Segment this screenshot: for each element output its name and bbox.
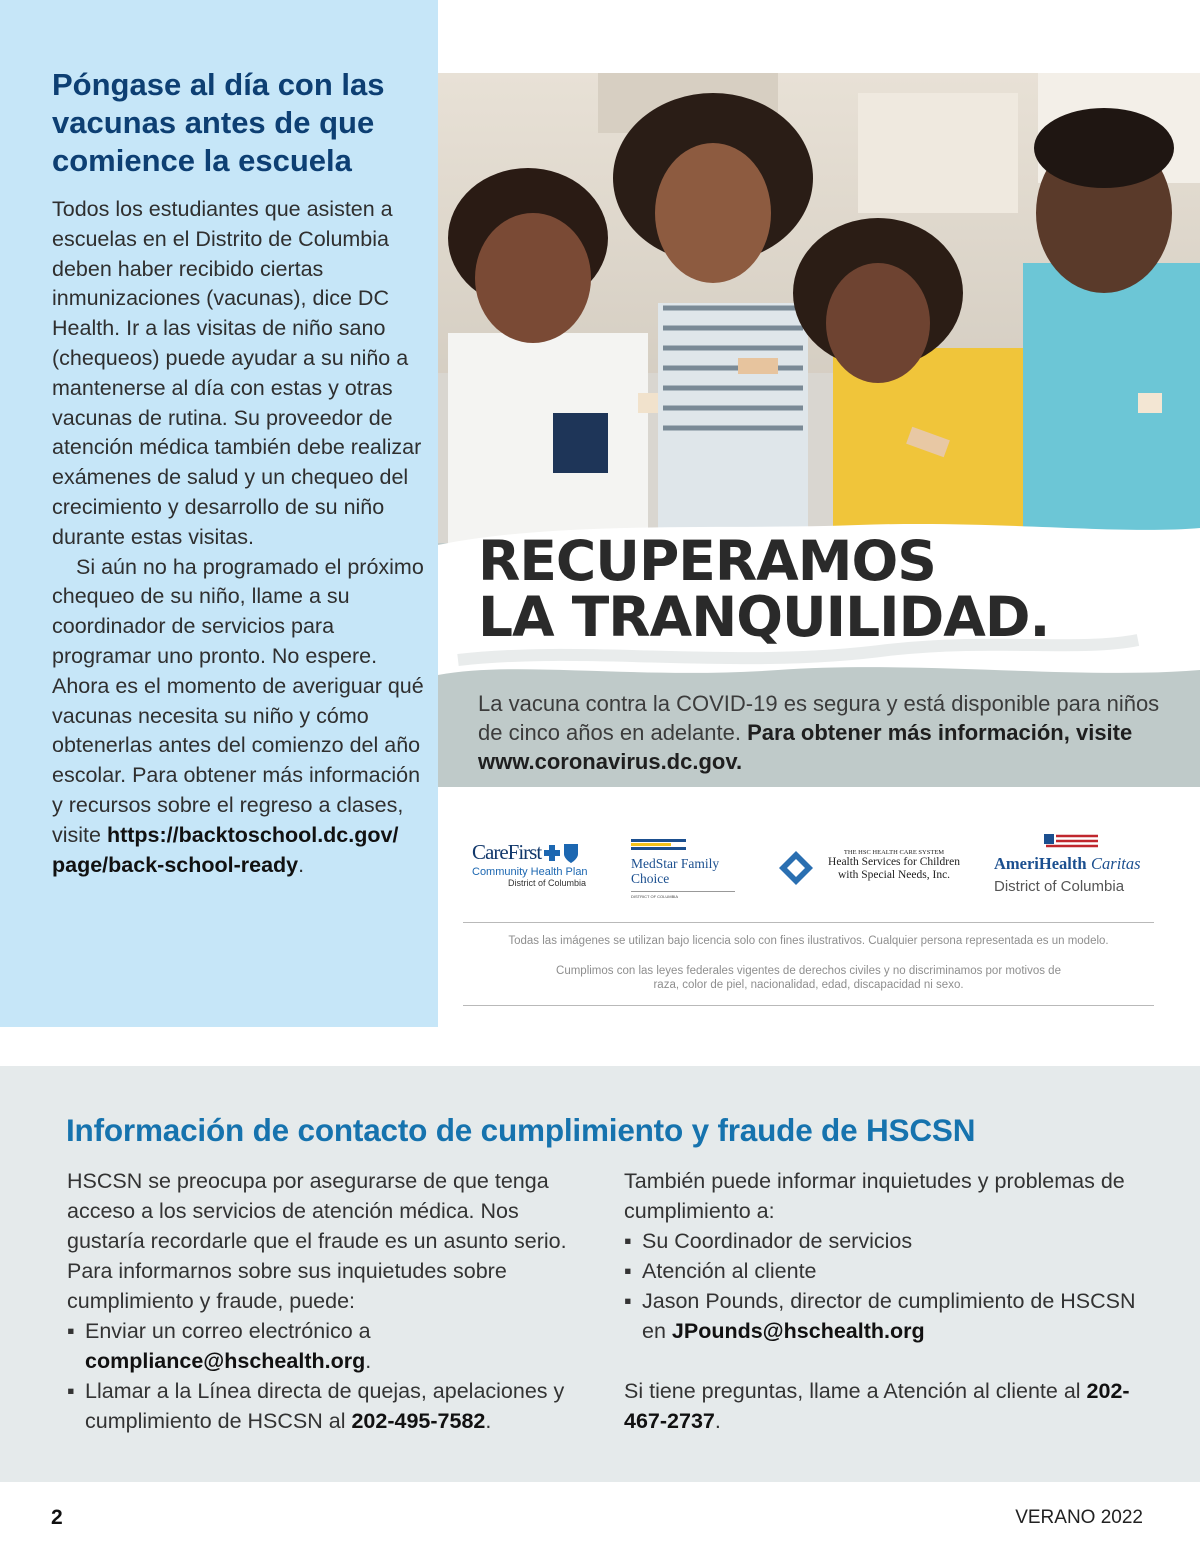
compliance-email-link[interactable]: compliance@hschealth.org (85, 1349, 366, 1373)
article-title: Póngase al día con las vacunas antes de que comience la escuela (52, 67, 385, 178)
right-bullet1-text: Su Coordinador de servicios (642, 1229, 913, 1253)
disclaimer-divider-top (463, 922, 1154, 923)
medstar-stripes-icon (631, 839, 686, 851)
ad-headline-line-2: LA TRANQUILIDAD. (478, 585, 1050, 649)
article-paragraph-2-text: Si aún no ha programado el próximo chequeo de su niño, llame a su coordinador de servicios para programar uno pronto. No espere. Ahora es el momento de averiguar qué vacunas necesita su niño y cómo obtenerlas antes del comienzo del año escolar. Para obtener más información y recursos sobre el regreso a clases, visite (52, 554, 424, 847)
disclaimer-divider-bottom (463, 1005, 1154, 1006)
hsc-logo (778, 848, 968, 890)
bullet-icon: ▪ (624, 1229, 632, 1253)
list-item (67, 1376, 587, 1436)
contact-right-intro: También puede informar inquietudes y problemas de cumplimiento a: (624, 1169, 1125, 1223)
page-number: 2 (51, 1506, 63, 1529)
right-outro-end: . (714, 1409, 721, 1433)
bullet-icon: ▪ (67, 1379, 75, 1403)
hsc-line-2: with Special Needs, Inc. (837, 869, 951, 881)
customer-service-note (624, 1376, 1154, 1436)
medstar-line-2: Choice (631, 871, 670, 886)
list-item (624, 1226, 1154, 1256)
ad-body-text (478, 689, 1178, 776)
hotline-phone[interactable]: 202-495-7582 (351, 1409, 486, 1433)
image-disclaimer: Todas las imágenes se utilizan bajo licencia solo con fines ilustrativos. Cualquier persona representada es un modelo. (508, 935, 1109, 947)
flag-icon (1044, 834, 1100, 852)
carefirst-name: CareFirst (472, 840, 542, 864)
list-item (624, 1286, 1154, 1346)
medstar-logo (631, 838, 741, 900)
bullet2-text: Llamar a la Línea directa de quejas, apelaciones y cumplimiento de HSCSN al (85, 1379, 565, 1433)
ad-body-plain: La vacuna contra la COVID-19 es segura y está disponible para niños de cinco años en adelante. (478, 691, 1160, 745)
article-paragraph-2-end: . (298, 852, 305, 877)
amerihealth-caritas: Caritas (1091, 854, 1141, 873)
contact-left-intro: HSCSN se preocupa por asegurarse de que tenga acceso a los servicios de atención médica. Nos gustaría recordarle que el fraude es un asunto serio. Para informarnos sobre sus inquietudes sobre cumplimiento y fraude, puede: (67, 1169, 567, 1313)
right-bullet3-text: Jason Pounds, director de cumplimiento de HSCSN en (642, 1289, 1136, 1343)
blue-cross-shield-icon (544, 842, 580, 864)
amerihealth-sub: District of Columbia (994, 878, 1125, 895)
contact-left-column (67, 1166, 587, 1436)
hsc-diamond-icon (778, 850, 814, 886)
contact-title: Información de contacto de cumplimiento y fraude de HSCSN (66, 1112, 976, 1148)
medstar-line-3: DISTRICT OF COLUMBIA (631, 894, 679, 899)
article-paragraph-2 (52, 553, 424, 881)
bullet1-end: . (365, 1349, 372, 1373)
hsc-line-1: Health Services for Children (828, 856, 960, 868)
hsc-line-0: THE HSC HEALTH CARE SYSTEM (843, 849, 945, 856)
list-item (624, 1256, 1154, 1286)
amerihealth-name: AmeriHealth (994, 854, 1087, 873)
ad-headline (478, 529, 1050, 649)
carefirst-line-2: District of Columbia (508, 878, 587, 888)
bullet-icon: ▪ (624, 1259, 632, 1283)
family-photo (438, 73, 1200, 543)
issue-label: VERANO 2022 (1015, 1507, 1143, 1528)
carefirst-logo (472, 840, 602, 896)
ad-headline-line-1: RECUPERAMOS (478, 529, 936, 593)
civil-rights-disclaimer: Cumplimos con las leyes federales vigentes de derechos civiles y no discriminamos por motivos de raza, color de piel, nacionalidad, edad, discapacidad ni sexo. (556, 965, 1061, 991)
list-item (67, 1316, 587, 1376)
back-to-school-link[interactable]: https://backtoschool.dc.gov/ page/back-school-ready (52, 822, 399, 877)
right-bullet2-text: Atención al cliente (642, 1259, 817, 1283)
customer-service-phone[interactable]: 202-467-2737 (624, 1379, 1130, 1433)
medstar-line-1: MedStar Family (631, 856, 720, 871)
right-outro-text: Si tiene preguntas, llame a Atención al cliente al (624, 1379, 1087, 1403)
contact-right-column (624, 1166, 1154, 1436)
carefirst-line-1: Community Health Plan (472, 866, 588, 878)
bullet-icon: ▪ (624, 1289, 632, 1313)
article-paragraph-1: Todos los estudiantes que asisten a escuelas en el Distrito de Columbia deben haber recibido ciertas inmunizaciones (vacunas), dice DC Health. Ir a las visitas de niño sano (chequeos) puede ayudar a su niño a mantenerse al día con estas y otras vacunas de rutina. Su proveedor de atención médica también debe realizar exámenes de salud y un chequeo del crecimiento y desarrollo de su niño durante estas visitas. (52, 197, 422, 549)
bullet2-end: . (485, 1409, 492, 1433)
article-body (52, 195, 424, 880)
amerihealth-logo (992, 834, 1157, 900)
jpounds-email-link[interactable]: JPounds@hschealth.org (671, 1319, 925, 1343)
bullet-icon: ▪ (67, 1319, 75, 1343)
coronavirus-link[interactable]: Para obtener más información, visite www.coronavirus.dc.gov. (478, 720, 1133, 774)
bullet1-text: Enviar un correo electrónico a (85, 1319, 371, 1343)
